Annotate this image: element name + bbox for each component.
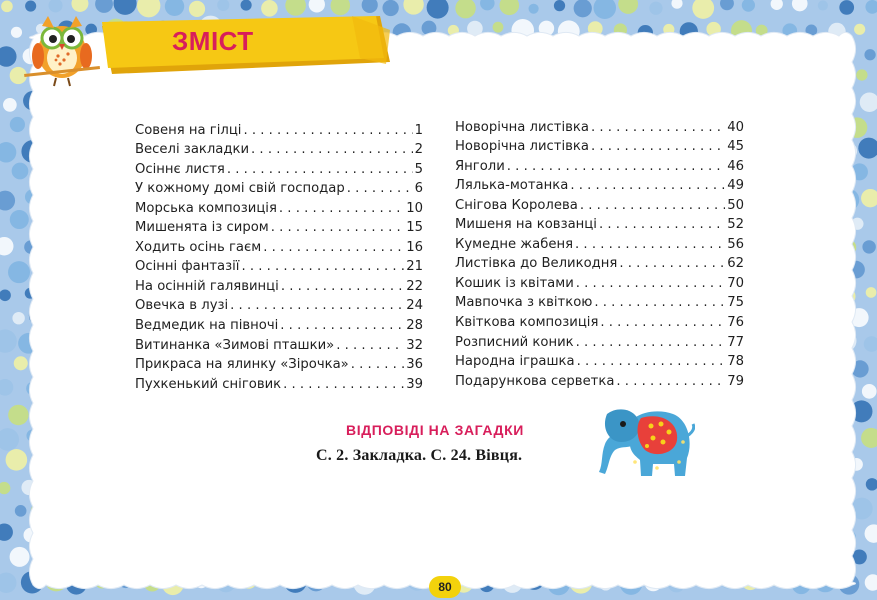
- toc-entry-title: Мишенята із сиром: [135, 220, 269, 236]
- toc-leader-dots: [599, 217, 725, 232]
- toc-entry: [135, 353, 423, 373]
- toc-entry-title: Осінні фантазії: [135, 259, 240, 275]
- toc-entry: [455, 252, 744, 272]
- toc-entry-page: 78: [727, 354, 744, 370]
- toc-entry: [135, 216, 423, 236]
- toc-entry-title: У кожному домі свій господар: [135, 181, 345, 197]
- toc-entry: [455, 291, 744, 311]
- answers-heading: ВІДПОВІДІ НА ЗАГАДКИ: [346, 422, 524, 438]
- toc-entry-title: Веселі закладки: [135, 142, 250, 158]
- toc-leader-dots: [591, 120, 725, 135]
- toc-entry: [135, 333, 423, 353]
- toc-entry: [135, 274, 423, 294]
- toc-leader-dots: [283, 377, 404, 392]
- toc-entry: [455, 311, 744, 331]
- toc-entry-title: Витинанка «Зимові пташки»: [135, 337, 335, 353]
- toc-entry-page: 39: [406, 376, 423, 392]
- toc-entry: [455, 369, 744, 389]
- toc-entry: [455, 115, 744, 135]
- toc-leader-dots: [336, 338, 404, 353]
- toc-leader-dots: [241, 259, 404, 274]
- toc-leader-dots: [576, 335, 726, 350]
- toc-entry-page: 62: [727, 256, 744, 272]
- toc-entry-page: 52: [727, 217, 744, 233]
- toc-entry-title: Пухкенький сніговик: [135, 376, 282, 392]
- toc-leader-dots: [576, 276, 725, 291]
- toc-leader-dots: [600, 315, 725, 330]
- toc-entry-page: 1: [414, 122, 423, 138]
- toc-entry: [455, 154, 744, 174]
- toc-leader-dots: [271, 220, 405, 235]
- toc-entry-title: Снігова Королева: [455, 197, 578, 213]
- toc-entry: [455, 213, 744, 233]
- toc-entry: [135, 138, 423, 158]
- toc-entry: [135, 157, 423, 177]
- toc-leader-dots: [594, 295, 725, 310]
- toc-entry-page: 49: [727, 178, 744, 194]
- answers-text: С. 2. Закладка. С. 24. Вівця.: [316, 447, 523, 464]
- toc-leader-dots: [591, 139, 725, 154]
- toc-leader-dots: [251, 142, 413, 157]
- toc-entry-title: Подарункова серветка: [455, 373, 615, 389]
- toc-leader-dots: [243, 123, 412, 138]
- toc-entry-page: 5: [414, 161, 423, 177]
- toc-entry-page: 24: [406, 298, 423, 314]
- toc-entry: [455, 271, 744, 291]
- toc-entry-page: 21: [406, 259, 423, 275]
- toc-entry-page: 76: [727, 315, 744, 330]
- toc-leader-dots: [351, 357, 404, 372]
- toc-entry-title: Кумедне жабеня: [455, 236, 574, 252]
- toc-entry: [135, 255, 423, 275]
- toc-entry-title: Лялька-мотанка: [455, 178, 569, 194]
- toc-entry-page: 45: [727, 139, 744, 155]
- toc-leader-dots: [347, 181, 413, 196]
- toc-leader-dots: [575, 237, 725, 252]
- toc-entry-title: Ведмедик на півночі: [135, 318, 279, 333]
- toc-entry-page: 40: [727, 119, 744, 135]
- toc-entry-title: Прикраса на ялинку «Зірочка»: [135, 357, 349, 373]
- toc-entry-title: Мишеня на ковзанці: [455, 217, 597, 233]
- toc-leader-dots: [577, 354, 726, 369]
- toc-entry-title: Овечка в лузі: [135, 298, 229, 314]
- toc-leader-dots: [507, 159, 725, 174]
- toc-entry-title: Совеня на гілці: [135, 122, 242, 138]
- toc-leader-dots: [263, 240, 404, 255]
- page-number-badge: 80: [429, 576, 461, 598]
- toc-entry-page: 10: [406, 200, 423, 216]
- toc-entry-title: Кошик із квітами: [455, 275, 574, 291]
- toc-entry-title: Квіткова композиція: [455, 315, 599, 330]
- owl-illustration: [18, 8, 102, 88]
- toc-entry: [135, 235, 423, 255]
- toc-entry-page: 28: [406, 318, 423, 333]
- toc-entry-page: 70: [727, 275, 744, 291]
- toc-entry-title: Народна іграшка: [455, 354, 575, 370]
- toc-entry-page: 77: [727, 334, 744, 350]
- toc-entry: [135, 118, 423, 138]
- toc-entry-title: Листівка до Великодня: [455, 256, 618, 272]
- toc-entry: [135, 314, 423, 334]
- toc-entry: [455, 174, 744, 194]
- toc-leader-dots: [281, 279, 404, 294]
- toc-entry-title: Мавпочка з квіткою: [455, 295, 593, 311]
- toc-entry: [135, 177, 423, 197]
- toc-entry: [455, 193, 744, 213]
- toc-entry: [455, 135, 744, 155]
- toc-entry-page: 2: [414, 142, 423, 158]
- toc-entry-title: На осінній галявинці: [135, 278, 279, 294]
- toc-leader-dots: [230, 298, 404, 313]
- toc-entry-page: 6: [414, 181, 423, 197]
- page-title: ЗМІСТ: [172, 26, 254, 56]
- toc-entry-title: Новорічна листівка: [455, 119, 589, 135]
- toc-entry-page: 22: [406, 278, 423, 294]
- toc-entry: [455, 350, 744, 370]
- toc-entry-page: 32: [406, 337, 423, 353]
- toc-entry-page: 56: [727, 236, 744, 252]
- toc-entry-title: Морська композиція: [135, 200, 277, 216]
- toc-entry-page: 46: [727, 158, 744, 174]
- toc-entry: [455, 330, 744, 350]
- toc-entry-page: 16: [406, 239, 423, 255]
- toc-entry-title: Розписний коник: [455, 334, 574, 350]
- toc-leader-dots: [570, 178, 725, 193]
- toc-entry-page: 50: [727, 197, 744, 213]
- toc-leader-dots: [279, 201, 404, 216]
- toc-entry: [135, 196, 423, 216]
- toc-leader-dots: [227, 162, 413, 177]
- toc-entry-title: Осіннє листя: [135, 161, 225, 177]
- toc-leader-dots: [580, 198, 725, 213]
- toc-entry: [135, 294, 423, 314]
- toc-entry: [455, 232, 744, 252]
- toc-leader-dots: [619, 256, 725, 271]
- toc-entry-page: 36: [406, 357, 423, 373]
- elephant-illustration: [595, 402, 695, 484]
- toc-leader-dots: [616, 374, 725, 389]
- toc-leader-dots: [280, 318, 404, 333]
- toc-entry-page: 79: [727, 373, 744, 389]
- toc-entry-title: Янголи: [455, 158, 505, 174]
- toc-entry: [135, 372, 423, 392]
- toc-entry-title: Ходить осінь гаєм: [135, 239, 262, 255]
- toc-entry-page: 15: [406, 220, 423, 236]
- toc-entry-title: Новорічна листівка: [455, 139, 589, 155]
- toc-entry-page: 75: [727, 295, 744, 311]
